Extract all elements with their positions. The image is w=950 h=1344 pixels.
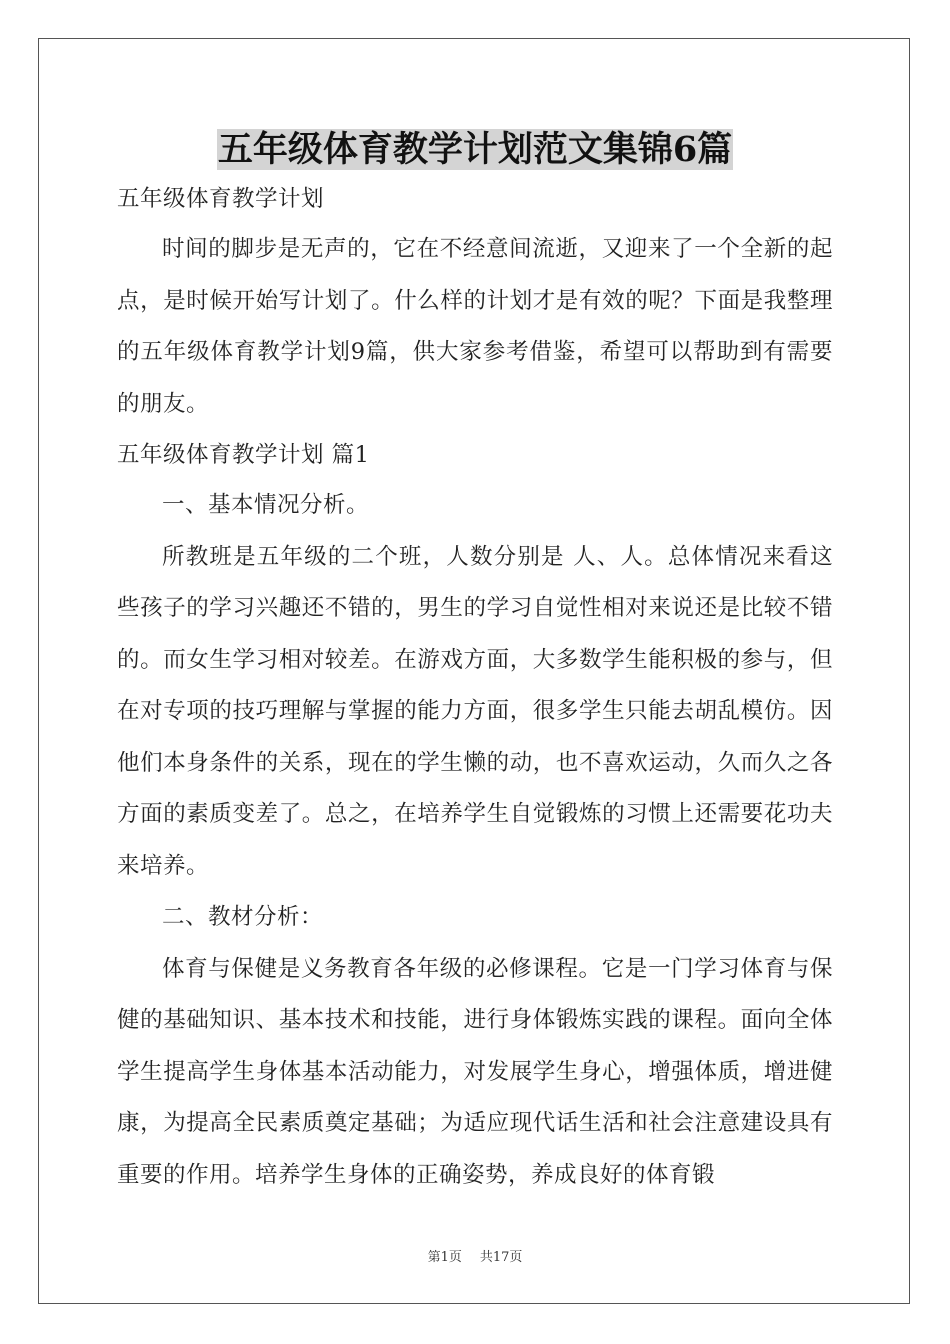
document-body xyxy=(117,174,833,1201)
page-total: 共17页 xyxy=(479,1250,523,1265)
subsection-title-basic-situation: 一、基本情况分析。 xyxy=(162,492,370,518)
article-heading: 五年级体育教学计划 篇1 xyxy=(117,442,370,468)
page-footer xyxy=(0,1246,950,1265)
section-heading: 五年级体育教学计划 xyxy=(117,186,325,212)
intro-paragraph: 时间的脚步是无声的，它在不经意间流逝，又迎来了一个全新的起点，是时候开始写计划了。什么样的计划才是有效的呢？下面是我整理的五年级体育教学计划9篇，供大家参考借鉴，希望可以帮助到有需要的朋友。 xyxy=(117,236,833,417)
page-number: 第1页 xyxy=(427,1250,462,1265)
paragraph-material-analysis: 体育与保健是义务教育各年级的必修课程。它是一门学习体育与保健的基础知识、基本技术和技能，进行身体锻炼实践的课程。面向全体学生提高学生身体基本活动能力，对发展学生身心，增强体质，增进健康，为提高全民素质奠定基础；为适应现代话生活和社会注意建设具有重要的作用。培养学生身体的正确姿势，养成良好的体育锻 xyxy=(117,955,833,1188)
document-title xyxy=(0,128,950,172)
document-title-text: 五年级体育教学计划范文集锦6篇 xyxy=(217,129,733,170)
paragraph-basic-situation: 所教班是五年级的二个班，人数分别是 人、人。总体情况来看这些孩子的学习兴趣还不错的，男生的学习自觉性相对来说还是比较不错的。而女生学习相对较差。在游戏方面，大多数学生能积极的参与，但在对专项的技巧理解与掌握的能力方面，很多学生只能去胡乱模仿。因他们本身条件的关系，现在的学生懒的动，也不喜欢运动，久而久之各方面的素质变差了。总之，在培养学生自觉锻炼的习惯上还需要花功夫来培养。 xyxy=(117,543,833,879)
subsection-title-material-analysis: 二、教材分析： xyxy=(162,904,324,930)
